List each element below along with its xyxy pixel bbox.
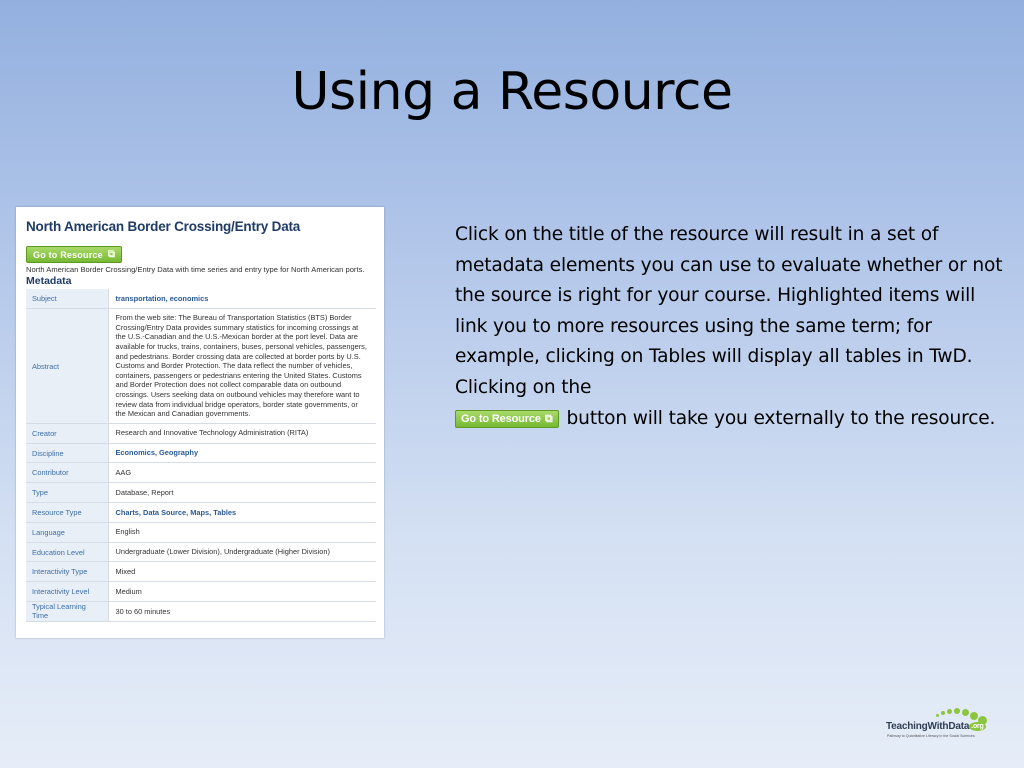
metadata-row (26, 602, 376, 622)
metadata-row (26, 443, 376, 463)
metadata-key: Interactivity Level (26, 582, 108, 602)
external-link-icon: ⧉ (544, 412, 553, 425)
metadata-value: From the web site: The Bureau of Transportation Statistics (BTS) Border Crossing/Entry Data provides summary statistics for incoming crossings at the U.S.-Canadian and the U.S.-Mexican border at the port level. Data are available for trucks, trains, containers, buses, personal vehicles, passengers, and pedestrians. Border crossing data are collected at border ports by U.S. Customs and Border Protection. The data reflect the number of vehicles, containers, passengers or pedestrians entering the United States. Customs and Border Protection does not collect comparable data on outbound crossings. Users seeking data on outbound vehicles may therefore want to review data from individual bridge operators, border state governments, or the Mexican and Canadian governments. (108, 309, 376, 424)
metadata-row (26, 562, 376, 582)
metadata-key: Typical Learning Time (26, 602, 108, 622)
metadata-key: Language (26, 522, 108, 542)
metadata-value[interactable]: Charts, Data Source, Maps, Tables (108, 503, 376, 523)
metadata-value: Research and Innovative Technology Administration (RITA) (108, 423, 376, 443)
metadata-row (26, 483, 376, 503)
logo-tagline: Pathway to Quantitative Literacy in the Social Sciences (887, 734, 975, 738)
go-to-resource-button[interactable] (26, 246, 122, 263)
metadata-table (26, 289, 376, 622)
metadata-key: Type (26, 483, 108, 503)
metadata-key: Education Level (26, 542, 108, 562)
metadata-value: 30 to 60 minutes (108, 602, 376, 622)
logo-wordmark (886, 721, 986, 732)
resource-screenshot (16, 207, 384, 638)
metadata-key: Contributor (26, 463, 108, 483)
metadata-value: Undergraduate (Lower Division), Undergraduate (Higher Division) (108, 542, 376, 562)
inline-go-to-resource-label: Go to Resource (461, 412, 541, 425)
metadata-row (26, 463, 376, 483)
metadata-key: Creator (26, 423, 108, 443)
metadata-key: Abstract (26, 309, 108, 424)
inline-go-to-resource-button (455, 410, 559, 428)
explanation-text (455, 220, 1003, 434)
explanation-text-end: button will take you externally to the resource. (566, 407, 996, 429)
metadata-row (26, 289, 376, 309)
metadata-heading: Metadata (26, 275, 72, 287)
metadata-value[interactable]: Economics, Geography (108, 443, 376, 463)
metadata-value: English (108, 522, 376, 542)
external-link-icon: ⧉ (107, 249, 116, 260)
metadata-value[interactable]: transportation, economics (108, 289, 376, 309)
metadata-row (26, 503, 376, 523)
metadata-value: Database, Report (108, 483, 376, 503)
explanation-text-start: Click on the title of the resource will result in a set of metadata elements you can use to evaluate whether or not the source is right for your course. Highlighted items will link you to more resources using the same term; for example, clicking on Tables will display all tables in TwD. Clicking on the (455, 224, 1003, 398)
metadata-value: Mixed (108, 562, 376, 582)
metadata-row (26, 309, 376, 424)
metadata-row (26, 423, 376, 443)
metadata-value: Medium (108, 582, 376, 602)
resource-description: North American Border Crossing/Entry Data with time series and entry type for North American ports. (26, 265, 365, 274)
logo-name: TeachingWithData (886, 721, 970, 732)
slide-title: Using a Resource (291, 62, 733, 122)
metadata-key: Discipline (26, 443, 108, 463)
metadata-key: Resource Type (26, 503, 108, 523)
metadata-key: Subject (26, 289, 108, 309)
teachingwithdata-logo (884, 704, 994, 744)
metadata-value: AAG (108, 463, 376, 483)
metadata-row (26, 542, 376, 562)
go-to-resource-label: Go to Resource (33, 249, 103, 260)
resource-title[interactable]: North American Border Crossing/Entry Data (26, 219, 301, 234)
metadata-row (26, 522, 376, 542)
metadata-key: Interactivity Type (26, 562, 108, 582)
logo-org: .org (971, 723, 984, 730)
metadata-row (26, 582, 376, 602)
